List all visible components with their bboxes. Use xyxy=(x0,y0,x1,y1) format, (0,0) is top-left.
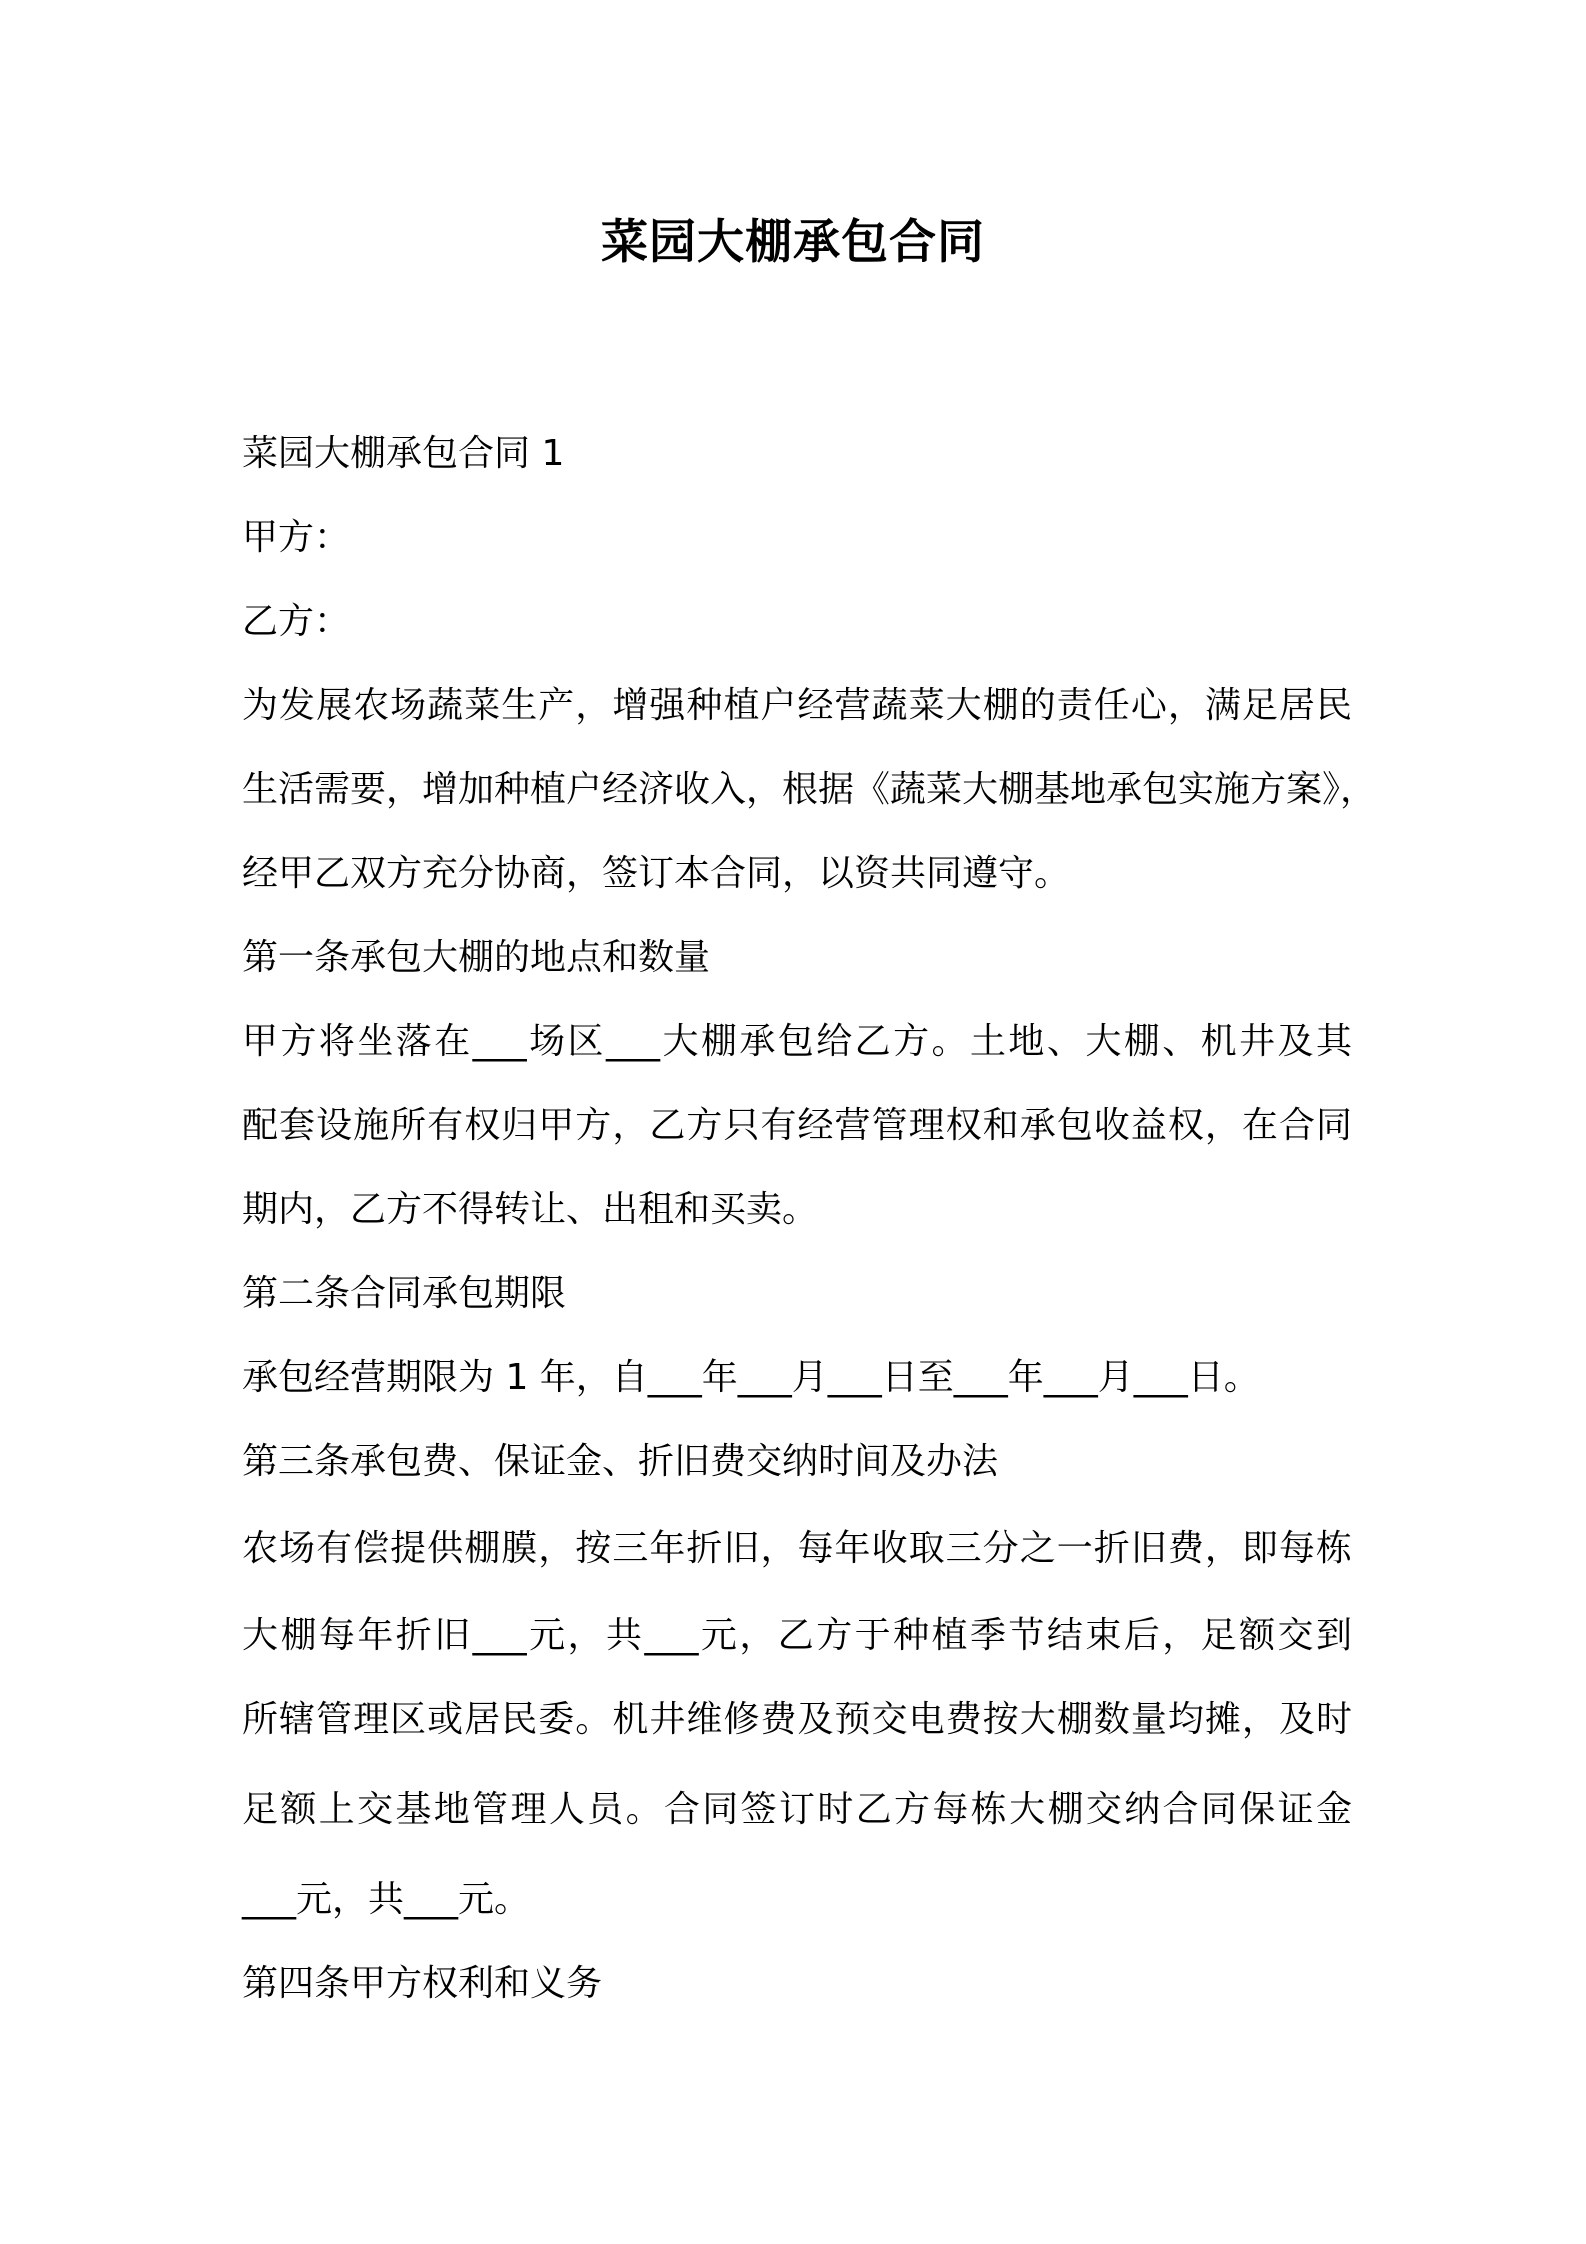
article-1-line-1: 甲方将坐落在___场区___大棚承包给乙方。土地、大棚、机井及其 xyxy=(242,1021,1352,1062)
article-1-heading: 第一条承包大棚的地点和数量 xyxy=(242,937,711,978)
article-3-line-1: 农场有偿提供棚膜，按三年折旧，每年收取三分之一折旧费，即每栋 xyxy=(242,1528,1352,1569)
article-3-heading: 第三条承包费、保证金、折旧费交纳时间及办法 xyxy=(242,1441,999,1482)
party-b-line: 乙方： xyxy=(242,601,351,642)
contract-heading: 菜园大棚承包合同 1 xyxy=(242,433,565,474)
article-1-line-2: 配套设施所有权归甲方，乙方只有经营管理权和承包收益权，在合同 xyxy=(242,1105,1352,1146)
article-1-line-3: 期内，乙方不得转让、出租和买卖。 xyxy=(242,1189,819,1230)
document-body xyxy=(242,412,1377,2026)
preamble-line-3: 经甲乙双方充分协商，签订本合同，以资共同遵守。 xyxy=(242,853,1071,894)
article-3-line-3: 所辖管理区或居民委。机井维修费及预交电费按大棚数量均摊，及时 xyxy=(242,1699,1352,1740)
preamble-line-1: 为发展农场蔬菜生产，增强种植户经营蔬菜大棚的责任心，满足居民 xyxy=(242,685,1352,726)
article-3-line-4: 足额上交基地管理人员。合同签订时乙方每栋大棚交纳合同保证金 xyxy=(242,1789,1352,1830)
party-a-line: 甲方： xyxy=(242,517,351,558)
document-title: 菜园大棚承包合同 xyxy=(601,215,985,270)
article-2-line-1: 承包经营期限为 1 年，自___年___月___日至___年___月___日。 xyxy=(242,1357,1260,1398)
article-4-heading: 第四条甲方权利和义务 xyxy=(242,1963,603,2004)
article-3-line-5: ___元，共___元。 xyxy=(242,1879,531,1920)
preamble-line-2: 生活需要，增加种植户经济收入，根据《蔬菜大棚基地承包实施方案》， xyxy=(242,769,1377,810)
article-2-heading: 第二条合同承包期限 xyxy=(242,1273,567,1314)
article-3-line-2: 大棚每年折旧___元，共___元，乙方于种植季节结束后，足额交到 xyxy=(242,1615,1352,1656)
